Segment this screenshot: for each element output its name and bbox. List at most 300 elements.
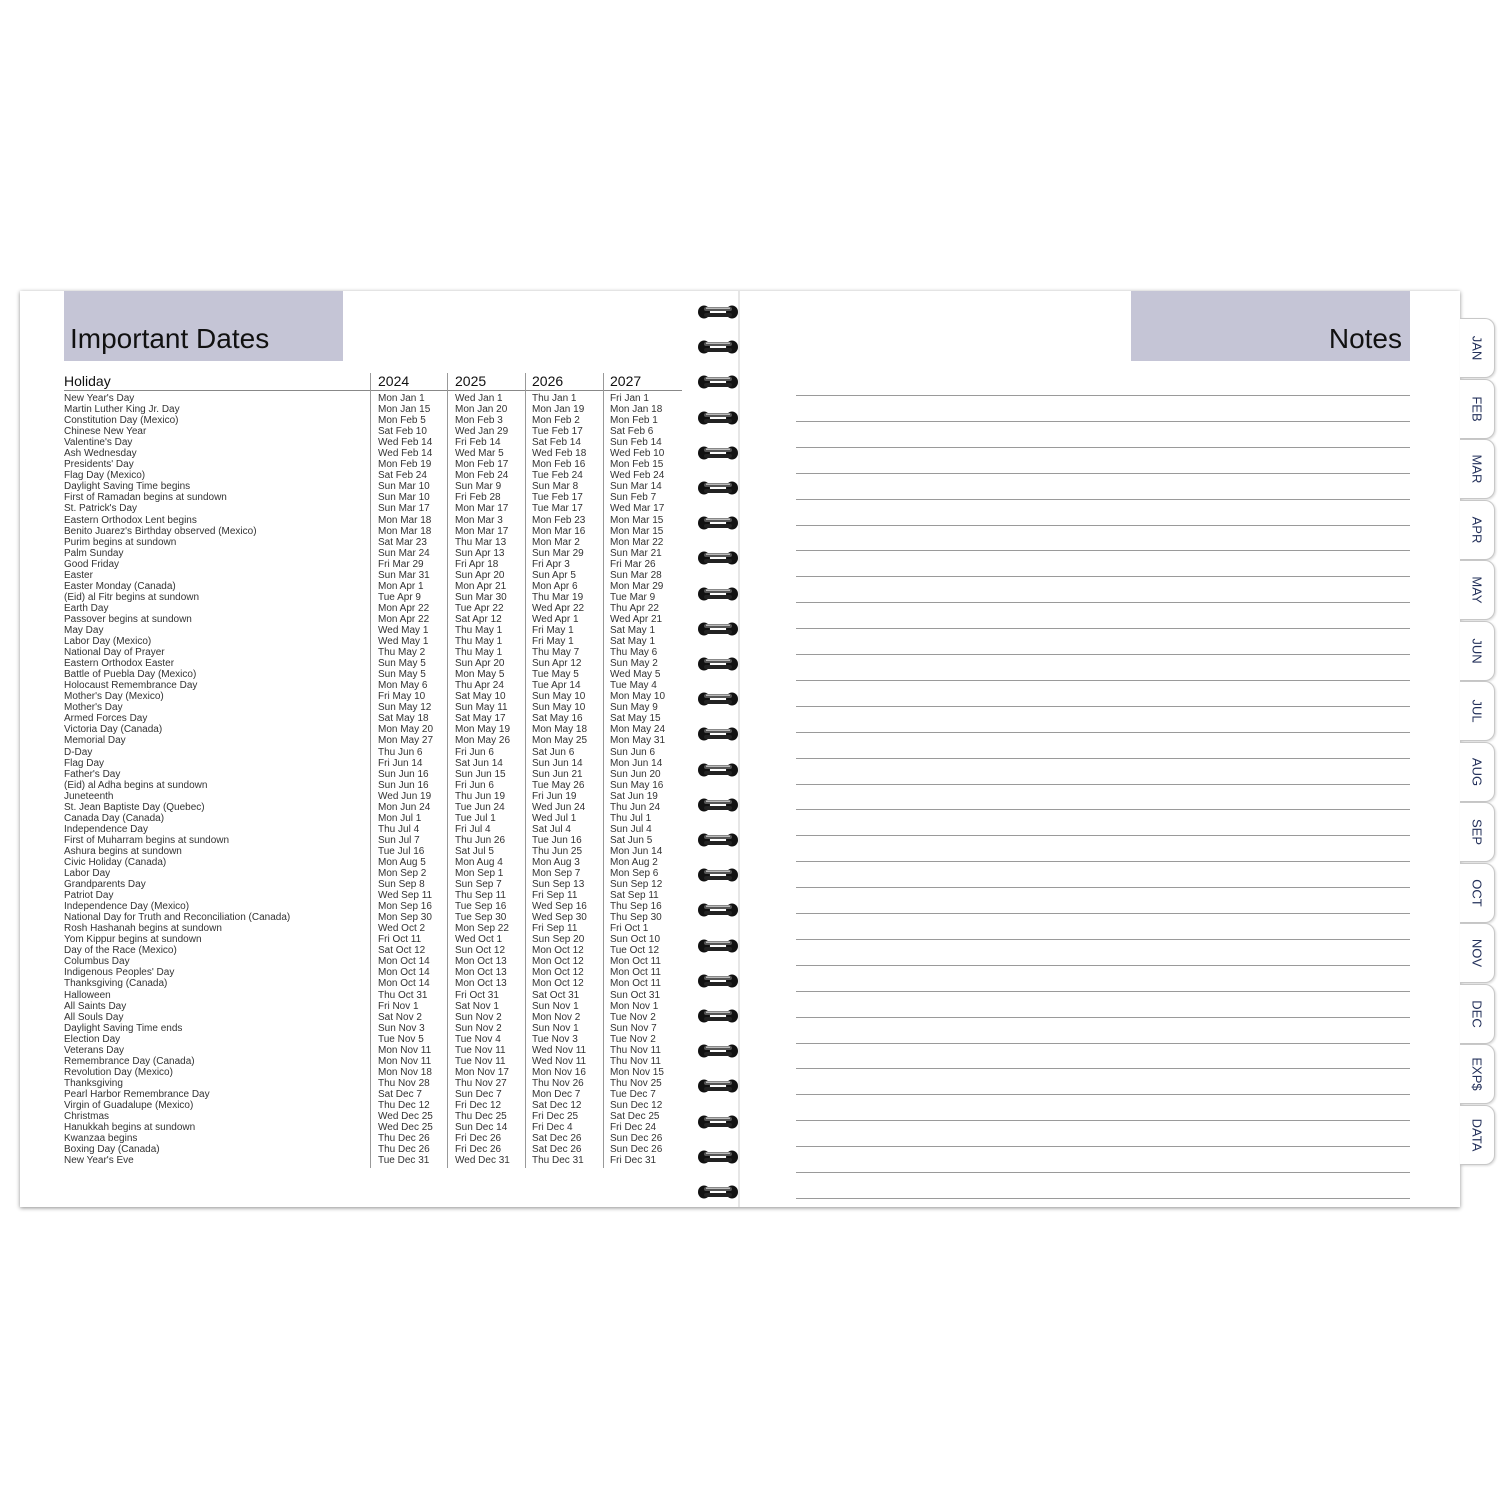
table-row bbox=[64, 824, 684, 835]
date-2026: Mon May 18 bbox=[532, 724, 588, 736]
tab-oct[interactable] bbox=[1460, 863, 1495, 923]
header-rule bbox=[64, 390, 682, 391]
date-2027: Mon Nov 15 bbox=[610, 1066, 664, 1078]
table-row bbox=[64, 537, 684, 548]
note-line bbox=[796, 525, 1410, 526]
holiday-name: Ash Wednesday bbox=[64, 448, 137, 460]
holiday-name: Election Day bbox=[64, 1033, 121, 1045]
tab-mar[interactable] bbox=[1460, 439, 1495, 499]
tab-feb[interactable] bbox=[1460, 379, 1495, 439]
date-2026: Mon Oct 12 bbox=[532, 945, 584, 957]
tab-sep[interactable] bbox=[1460, 802, 1495, 862]
date-2024: Tue Jul 16 bbox=[378, 845, 425, 857]
date-2024: Sun Jun 16 bbox=[378, 779, 429, 791]
date-2024: Sun May 5 bbox=[378, 669, 426, 681]
date-2024: Mon Jul 1 bbox=[378, 812, 422, 824]
holiday-name: Battle of Puebla Day (Mexico) bbox=[64, 669, 197, 681]
tab-dec[interactable] bbox=[1460, 984, 1495, 1044]
date-2025: Sat May 17 bbox=[455, 713, 506, 725]
date-2027: Sun May 9 bbox=[610, 702, 658, 714]
holiday-name: Easter bbox=[64, 569, 93, 581]
date-2026: Sat Dec 26 bbox=[532, 1144, 582, 1156]
date-2026: Fri Sep 11 bbox=[532, 890, 578, 902]
date-2025: Thu Dec 25 bbox=[455, 1111, 507, 1123]
date-2027: Wed Feb 24 bbox=[610, 470, 665, 482]
date-2025: Tue Nov 4 bbox=[455, 1033, 501, 1045]
note-line bbox=[796, 576, 1410, 577]
date-2025: Tue Sep 30 bbox=[455, 912, 507, 924]
date-2025: Sat Apr 12 bbox=[455, 613, 502, 625]
date-2027: Sat Dec 25 bbox=[610, 1111, 660, 1123]
date-2025: Fri Jul 4 bbox=[455, 823, 491, 835]
holiday-name: Mother's Day bbox=[64, 702, 123, 714]
holiday-name: Kwanzaa begins bbox=[64, 1133, 138, 1145]
holiday-name: Pearl Harbor Remembrance Day bbox=[64, 1088, 210, 1100]
spiral-coil bbox=[696, 1147, 740, 1167]
note-line bbox=[796, 758, 1410, 759]
date-2025: Sun Dec 7 bbox=[455, 1088, 502, 1100]
holiday-name: Canada Day (Canada) bbox=[64, 812, 165, 824]
tab-may[interactable] bbox=[1460, 560, 1495, 620]
date-2026: Thu Mar 19 bbox=[532, 591, 584, 603]
date-2027: Mon Mar 15 bbox=[610, 525, 664, 537]
holiday-name: Juneteenth bbox=[64, 790, 114, 802]
spiral-coil bbox=[696, 513, 740, 533]
holiday-name: Christmas bbox=[64, 1111, 110, 1123]
holiday-name: Hanukkah begins at sundown bbox=[64, 1122, 196, 1134]
table-row bbox=[64, 1133, 684, 1144]
date-2027: Sun Dec 12 bbox=[610, 1100, 663, 1111]
holiday-name: National Day for Truth and Reconciliation (Canada) bbox=[64, 912, 291, 924]
tab-label: NOV bbox=[1469, 938, 1485, 968]
holiday-name: Mother's Day (Mexico) bbox=[64, 691, 164, 703]
holiday-name: First of Muharram begins at sundown bbox=[64, 834, 230, 846]
date-2026: Sat Jun 6 bbox=[532, 746, 575, 758]
tab-aug[interactable] bbox=[1460, 742, 1495, 802]
holiday-name: Holocaust Remembrance Day bbox=[64, 680, 198, 692]
date-2026: Mon Oct 12 bbox=[532, 956, 584, 968]
table-row bbox=[64, 459, 684, 470]
holiday-name: Daylight Saving Time begins bbox=[64, 481, 191, 493]
tab-apr[interactable] bbox=[1460, 500, 1495, 560]
date-2026: Mon Feb 16 bbox=[532, 459, 586, 471]
table-row bbox=[64, 835, 684, 846]
date-2024: Wed Dec 25 bbox=[378, 1122, 433, 1134]
date-2027: Sun Jul 4 bbox=[610, 823, 652, 835]
table-row bbox=[64, 393, 684, 404]
holiday-name: Patriot Day bbox=[64, 890, 114, 902]
date-2025: Sat Nov 1 bbox=[455, 1000, 499, 1012]
date-2026: Sun Jun 21 bbox=[532, 768, 583, 780]
title-band bbox=[1131, 291, 1410, 361]
date-2027: Thu Sep 30 bbox=[610, 912, 662, 924]
note-line bbox=[796, 939, 1410, 940]
tab-label: FEB bbox=[1469, 395, 1485, 422]
holiday-name: Father's Day bbox=[64, 768, 121, 780]
spiral-coil bbox=[696, 443, 740, 463]
table-row bbox=[64, 1100, 684, 1111]
date-2027: Sun May 2 bbox=[610, 658, 658, 670]
holiday-name: National Day of Prayer bbox=[64, 647, 165, 659]
table-row bbox=[64, 426, 684, 437]
date-2025: Mon Oct 13 bbox=[455, 956, 507, 968]
note-line bbox=[796, 1172, 1410, 1173]
date-2026: Tue Feb 17 bbox=[532, 492, 583, 504]
table-row bbox=[64, 691, 684, 702]
date-2025: Sun Sep 7 bbox=[455, 879, 502, 891]
holiday-name: Columbus Day bbox=[64, 956, 130, 968]
date-2025: Mon Oct 13 bbox=[455, 978, 507, 990]
note-line bbox=[796, 602, 1410, 603]
date-2026: Fri May 1 bbox=[532, 636, 574, 648]
holiday-name: Earth Day bbox=[64, 602, 109, 614]
date-2025: Sun Jun 15 bbox=[455, 768, 506, 780]
note-line bbox=[796, 913, 1410, 914]
page-title: Important Dates bbox=[70, 323, 270, 354]
holiday-name: Armed Forces Day bbox=[64, 713, 148, 725]
date-2027: Wed Feb 10 bbox=[610, 448, 665, 460]
note-line bbox=[796, 395, 1410, 396]
date-2027: Sun Feb 14 bbox=[610, 437, 662, 449]
note-line bbox=[796, 1120, 1410, 1121]
date-2025: Wed Oct 1 bbox=[455, 934, 503, 946]
date-2026: Mon Mar 16 bbox=[532, 525, 586, 537]
table-row bbox=[64, 901, 684, 912]
date-2025: Mon Apr 21 bbox=[455, 580, 507, 592]
date-2024: Wed Sep 11 bbox=[378, 890, 433, 902]
holiday-name: Victoria Day (Canada) bbox=[64, 724, 163, 736]
date-2024: Sun Nov 3 bbox=[378, 1022, 425, 1034]
date-2024: Sat Nov 2 bbox=[378, 1011, 422, 1023]
date-2025: Mon Sep 22 bbox=[455, 923, 509, 935]
table-row bbox=[64, 879, 684, 890]
table-row bbox=[64, 1122, 684, 1133]
holiday-name: Veterans Day bbox=[64, 1044, 125, 1056]
holiday-name: Independence Day (Mexico) bbox=[64, 901, 190, 913]
table-row bbox=[64, 1056, 684, 1067]
table-row bbox=[64, 581, 684, 592]
date-2026: Tue Feb 17 bbox=[532, 426, 583, 438]
date-2027: Sat May 1 bbox=[610, 636, 656, 648]
table-row bbox=[64, 680, 684, 691]
holiday-name: Martin Luther King Jr. Day bbox=[64, 404, 180, 416]
date-2025: Fri Feb 14 bbox=[455, 437, 501, 449]
holiday-name: Easter Monday (Canada) bbox=[64, 580, 176, 592]
date-2027: Sun Dec 26 bbox=[610, 1144, 663, 1156]
date-2027: Tue Nov 2 bbox=[610, 1011, 656, 1023]
date-2024: Mon Feb 5 bbox=[378, 415, 426, 427]
note-line bbox=[796, 809, 1410, 810]
date-2027: Sun Sep 12 bbox=[610, 879, 663, 891]
date-2024: Fri Jun 14 bbox=[378, 757, 423, 769]
holiday-name: Passover begins at sundown bbox=[64, 613, 192, 625]
date-2024: Thu Dec 12 bbox=[378, 1100, 430, 1111]
table-row bbox=[64, 614, 684, 625]
date-2026: Tue Jun 16 bbox=[532, 834, 582, 846]
date-2025: Sat May 10 bbox=[455, 691, 506, 703]
spiral-coil bbox=[696, 302, 740, 322]
spiral-coil bbox=[696, 654, 740, 674]
table-row bbox=[64, 1034, 684, 1045]
date-2024: Sun Jul 7 bbox=[378, 834, 420, 846]
date-2027: Wed May 5 bbox=[610, 669, 661, 681]
tab-label: JAN bbox=[1469, 335, 1485, 361]
tab-exps[interactable] bbox=[1460, 1044, 1495, 1104]
note-line bbox=[796, 1068, 1410, 1069]
date-2026: Tue Mar 17 bbox=[532, 503, 583, 515]
table-row bbox=[64, 846, 684, 857]
holiday-name: Virgin of Guadalupe (Mexico) bbox=[64, 1100, 194, 1111]
date-2025: Mon Nov 17 bbox=[455, 1066, 509, 1078]
date-2025: Mon Feb 24 bbox=[455, 470, 509, 482]
date-2026: Tue May 5 bbox=[532, 669, 579, 681]
date-2026: Sun May 10 bbox=[532, 691, 586, 703]
note-line bbox=[796, 1017, 1410, 1018]
date-2024: Sun Mar 10 bbox=[378, 492, 430, 504]
note-line bbox=[796, 991, 1410, 992]
date-2027: Wed Mar 17 bbox=[610, 503, 665, 515]
table-row bbox=[64, 1067, 684, 1078]
date-2026: Thu Nov 26 bbox=[532, 1077, 584, 1089]
date-2025: Tue Sep 16 bbox=[455, 901, 507, 913]
date-2026: Wed Nov 11 bbox=[532, 1055, 587, 1067]
date-2027: Sun Mar 21 bbox=[610, 547, 662, 559]
date-2027: Mon May 24 bbox=[610, 724, 666, 736]
date-2024: Mon May 6 bbox=[378, 680, 428, 692]
tab-label: EXP$ bbox=[1469, 1057, 1485, 1091]
date-2027: Thu Jun 24 bbox=[610, 801, 661, 813]
date-2024: Mon Jan 1 bbox=[378, 393, 425, 404]
table-row bbox=[64, 990, 684, 1001]
date-2027: Fri Oct 1 bbox=[610, 923, 649, 935]
date-2027: Mon Feb 1 bbox=[610, 415, 658, 427]
date-2024: Mon Oct 14 bbox=[378, 978, 430, 990]
date-2026: Sat May 16 bbox=[532, 713, 583, 725]
date-2024: Mon May 27 bbox=[378, 735, 434, 747]
date-2025: Tue Jul 1 bbox=[455, 812, 496, 824]
date-2027: Thu Nov 25 bbox=[610, 1077, 662, 1089]
date-2025: Mon Feb 3 bbox=[455, 415, 503, 427]
table-row bbox=[64, 967, 684, 978]
spiral-coil bbox=[696, 936, 740, 956]
note-line bbox=[796, 887, 1410, 888]
date-2025: Fri Apr 18 bbox=[455, 558, 499, 570]
date-2026: Fri Dec 25 bbox=[532, 1111, 579, 1123]
spiral-coil bbox=[696, 1112, 740, 1132]
note-line bbox=[796, 628, 1410, 629]
date-2026: Wed Sep 16 bbox=[532, 901, 587, 913]
date-2027: Sun Feb 7 bbox=[610, 492, 657, 504]
spiral-coil bbox=[696, 760, 740, 780]
date-2027: Sun Jun 20 bbox=[610, 768, 661, 780]
date-2025: Wed Dec 31 bbox=[455, 1155, 510, 1167]
date-2025: Tue Jun 24 bbox=[455, 801, 505, 813]
date-2027: Wed Apr 21 bbox=[610, 613, 663, 625]
date-2026: Fri Sep 11 bbox=[532, 923, 578, 935]
date-2026: Sat Feb 14 bbox=[532, 437, 581, 449]
date-2024: Thu Dec 26 bbox=[378, 1133, 430, 1145]
spiral-coil bbox=[696, 548, 740, 568]
date-2025: Wed Jan 29 bbox=[455, 426, 509, 438]
column-header-2025: 2025 bbox=[455, 373, 487, 389]
table-row bbox=[64, 647, 684, 658]
table-row bbox=[64, 945, 684, 956]
tab-nov[interactable] bbox=[1460, 923, 1495, 983]
table-row bbox=[64, 956, 684, 967]
date-2024: Wed Oct 2 bbox=[378, 923, 426, 935]
date-2027: Tue Oct 12 bbox=[610, 945, 660, 957]
date-2024: Sat May 18 bbox=[378, 713, 429, 725]
date-2026: Sun May 10 bbox=[532, 702, 586, 714]
date-2027: Sat Sep 11 bbox=[610, 890, 659, 902]
date-2027: Sun Oct 31 bbox=[610, 989, 661, 1001]
table-row bbox=[64, 1023, 684, 1034]
holiday-name: Purim begins at sundown bbox=[64, 536, 177, 548]
date-2026: Mon Aug 3 bbox=[532, 856, 580, 868]
holiday-name: Constitution Day (Mexico) bbox=[64, 415, 179, 427]
date-2024: Wed Feb 14 bbox=[378, 437, 433, 449]
date-2024: Thu Jun 6 bbox=[378, 746, 423, 758]
table-row bbox=[64, 492, 684, 503]
date-2024: Thu Oct 31 bbox=[378, 989, 428, 1001]
date-2024: Mon Sep 30 bbox=[378, 912, 432, 924]
notes-page bbox=[740, 291, 1460, 1207]
table-row bbox=[64, 934, 684, 945]
table-row bbox=[64, 868, 684, 879]
date-2027: Sun Nov 7 bbox=[610, 1022, 657, 1034]
date-2025: Sun Oct 12 bbox=[455, 945, 506, 957]
date-2027: Mon Mar 15 bbox=[610, 514, 664, 526]
holiday-name: Daylight Saving Time ends bbox=[64, 1022, 183, 1034]
holiday-name: New Year's Day bbox=[64, 393, 135, 404]
date-2026: Mon Feb 2 bbox=[532, 415, 580, 427]
holiday-name: Halloween bbox=[64, 989, 111, 1001]
holiday-name: Good Friday bbox=[64, 558, 120, 570]
date-2025: Mon Mar 17 bbox=[455, 503, 509, 515]
date-2025: Thu Jun 19 bbox=[455, 790, 506, 802]
date-2026: Wed Nov 11 bbox=[532, 1044, 587, 1056]
date-2027: Sun Oct 10 bbox=[610, 934, 661, 946]
date-2024: Sat Feb 24 bbox=[378, 470, 427, 482]
date-2025: Mon Sep 1 bbox=[455, 868, 504, 880]
date-2026: Sun Sep 13 bbox=[532, 879, 585, 891]
date-2027: Fri Dec 24 bbox=[610, 1122, 657, 1134]
date-2024: Sun Jun 16 bbox=[378, 768, 429, 780]
table-row bbox=[64, 813, 684, 824]
date-2024: Wed Feb 14 bbox=[378, 448, 433, 460]
date-2026: Fri Apr 3 bbox=[532, 558, 570, 570]
holiday-name: Grandparents Day bbox=[64, 879, 146, 891]
date-2027: Sun May 16 bbox=[610, 779, 664, 791]
date-2025: Fri Dec 12 bbox=[455, 1100, 502, 1111]
holiday-name: Presidents' Day bbox=[64, 459, 134, 471]
column-header-holiday: Holiday bbox=[64, 373, 111, 389]
holiday-name: Chinese New Year bbox=[64, 426, 147, 438]
table-row bbox=[64, 735, 684, 746]
holiday-name: St. Jean Baptiste Day (Quebec) bbox=[64, 801, 205, 813]
date-2027: Fri Dec 31 bbox=[610, 1155, 657, 1167]
table-row bbox=[64, 1001, 684, 1012]
date-2025: Thu Nov 27 bbox=[455, 1077, 507, 1089]
table-row bbox=[64, 548, 684, 559]
date-2026: Wed Jun 24 bbox=[532, 801, 586, 813]
note-line bbox=[796, 732, 1410, 733]
holiday-name: Memorial Day bbox=[64, 735, 126, 747]
date-2024: Mon Apr 1 bbox=[378, 580, 424, 592]
date-2027: Thu Jul 1 bbox=[610, 812, 652, 824]
tab-jun[interactable] bbox=[1460, 621, 1495, 681]
spiral-coil bbox=[696, 584, 740, 604]
holiday-name: Yom Kippur begins at sundown bbox=[64, 934, 202, 946]
note-line bbox=[796, 421, 1410, 422]
date-2024: Mon Jan 15 bbox=[378, 404, 431, 416]
holiday-name: (Eid) al Fitr begins at sundown bbox=[64, 591, 200, 603]
date-2024: Fri Mar 29 bbox=[378, 558, 424, 570]
tab-label: SEP bbox=[1469, 818, 1485, 846]
table-row bbox=[64, 1045, 684, 1056]
date-2026: Mon May 25 bbox=[532, 735, 588, 747]
table-row bbox=[64, 481, 684, 492]
holiday-name: Labor Day (Mexico) bbox=[64, 636, 152, 648]
date-2027: Mon Aug 2 bbox=[610, 856, 658, 868]
spiral-coil bbox=[696, 1006, 740, 1026]
note-line bbox=[796, 835, 1410, 836]
holiday-name: Independence Day bbox=[64, 823, 148, 835]
spiral-coil bbox=[696, 408, 740, 428]
date-2026: Sat Jul 4 bbox=[532, 823, 571, 835]
date-2024: Mon May 20 bbox=[378, 724, 434, 736]
tab-data[interactable] bbox=[1460, 1105, 1495, 1165]
month-tabs bbox=[1460, 291, 1500, 1207]
date-2026: Sat Dec 26 bbox=[532, 1133, 582, 1145]
date-2024: Wed May 1 bbox=[378, 636, 429, 648]
spiral-coil bbox=[696, 971, 740, 991]
date-2024: Tue Nov 5 bbox=[378, 1033, 424, 1045]
date-2027: Fri Mar 26 bbox=[610, 558, 656, 570]
tab-jan[interactable] bbox=[1460, 318, 1495, 378]
holiday-name: D-Day bbox=[64, 746, 93, 758]
note-line bbox=[796, 654, 1410, 655]
tab-jul[interactable] bbox=[1460, 681, 1495, 741]
date-2024: Thu Jul 4 bbox=[378, 823, 420, 835]
date-2025: Wed Jan 1 bbox=[455, 393, 503, 404]
tab-label: OCT bbox=[1469, 878, 1485, 907]
date-2025: Mon Aug 4 bbox=[455, 856, 503, 868]
date-2026: Tue May 26 bbox=[532, 779, 585, 791]
holiday-name: Indigenous Peoples' Day bbox=[64, 967, 175, 979]
holiday-name: Eastern Orthodox Easter bbox=[64, 658, 175, 670]
holiday-name: Thanksgiving bbox=[64, 1077, 123, 1089]
tab-label: JUL bbox=[1469, 699, 1485, 723]
date-2027: Fri Jan 1 bbox=[610, 393, 649, 404]
table-row bbox=[64, 404, 684, 415]
date-2025: Wed Mar 5 bbox=[455, 448, 504, 460]
date-2025: Tue Nov 11 bbox=[455, 1044, 506, 1056]
date-2025: Mon Mar 3 bbox=[455, 514, 503, 526]
table-row bbox=[64, 1089, 684, 1100]
date-2026: Tue Nov 3 bbox=[532, 1033, 578, 1045]
date-2026: Sun Apr 5 bbox=[532, 569, 576, 581]
note-line bbox=[796, 550, 1410, 551]
date-2024: Sun May 12 bbox=[378, 702, 432, 714]
date-2027: Thu May 6 bbox=[610, 647, 658, 659]
spiral-coil bbox=[696, 795, 740, 815]
date-2024: Mon Apr 22 bbox=[378, 602, 430, 614]
spiral-coil bbox=[696, 830, 740, 850]
date-2025: Fri Dec 26 bbox=[455, 1144, 502, 1156]
date-2026: Fri May 1 bbox=[532, 624, 574, 636]
date-2027: Mon Jan 18 bbox=[610, 404, 663, 416]
